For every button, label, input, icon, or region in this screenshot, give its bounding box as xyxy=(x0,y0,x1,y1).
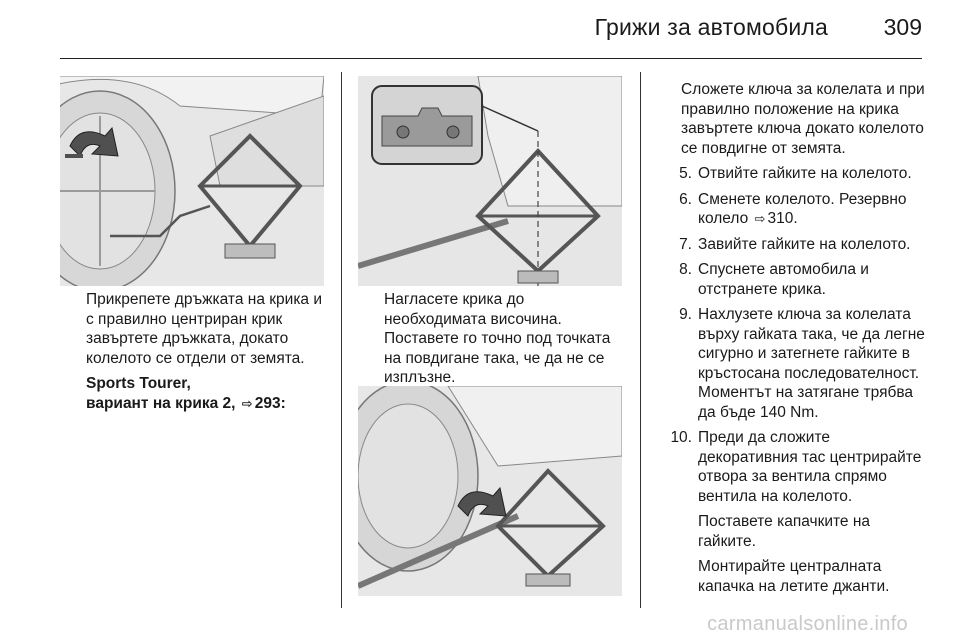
figure-jack-position xyxy=(358,76,622,286)
intro-paragraph: Сложете ключа за колелата и при правилно положение на крика завъртете ключа докато колелото се повдигне от земята. xyxy=(681,81,925,157)
caption-figure1: Прикрепете дръжката на крика и с правилно центриран крик завъртете дръжката, докато колелото се отдели от земята. xyxy=(86,291,323,367)
column1-text xyxy=(86,290,328,419)
header-divider xyxy=(60,58,922,59)
page-ref-arrow-icon: ⇨ xyxy=(241,395,253,411)
figure-jack-lift xyxy=(358,386,622,596)
list-item: 7. Завийте гайките на колелото. xyxy=(679,235,911,253)
instruction-steps xyxy=(660,164,930,596)
column3-text xyxy=(660,80,930,602)
list-item: 5. Отвийте гайките на колелото. xyxy=(679,165,912,182)
subheading-jack-variant: вариант на крика 2, ⇨ 293: xyxy=(86,394,286,412)
figure-jack-handle xyxy=(60,76,324,286)
column-divider-1 xyxy=(341,72,342,608)
column-divider-2 xyxy=(640,72,641,608)
page-ref-arrow-icon: ⇨ xyxy=(754,211,766,226)
subheading-sports-tourer: Sports Tourer, xyxy=(86,375,191,392)
list-item: 6. Сменете колелото. Резервно колело ⇨ 310. xyxy=(679,190,907,227)
column2-text xyxy=(384,290,629,394)
list-item: 10. Преди да сложите декоративния тас центрирайте отвора за вентила спрямо вентила на колелото. Поставете капачките на гайките. Монтирайте централната капачка на летите джанти. xyxy=(670,429,922,595)
page-number: 309 xyxy=(883,14,922,40)
list-item: 9. Нахлузете ключа за колелата върху гайката така, че да легне сигурно и затегнете гайките в кръстосана последователност. Моментът на затягане трябва да бъде 140 Nm. xyxy=(679,306,925,421)
caption-figure2: Нагласете крика до необходимата височина. Поставете го точно под точката на повдигане така, че да не се изплъзне. xyxy=(384,291,611,386)
list-item: 8. Спуснете автомобила и отстранете крика. xyxy=(679,261,869,298)
page-title: Грижи за автомобила xyxy=(594,14,828,40)
watermark: carmanualsonline.info xyxy=(707,613,908,635)
